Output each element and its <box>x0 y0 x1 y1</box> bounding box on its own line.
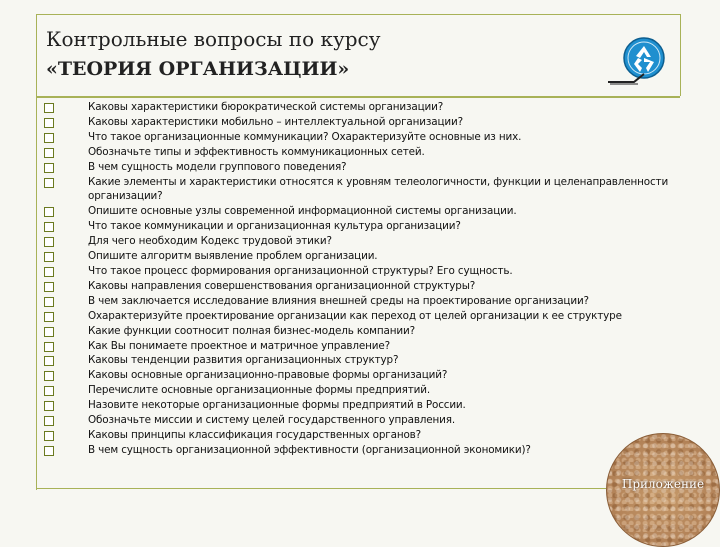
title-line-2: «ТЕОРИЯ ОРГАНИЗАЦИИ» <box>46 58 350 80</box>
checkbox-bullet-icon <box>44 416 54 426</box>
question-item <box>44 443 684 458</box>
checkbox-bullet-icon <box>44 118 54 128</box>
question-text: Опишите основные узлы современной информационной системы организации. <box>88 205 517 218</box>
question-item <box>44 294 684 309</box>
question-text: Перечислите основные организационные формы предприятий. <box>88 384 431 397</box>
question-item <box>44 264 684 279</box>
checkbox-bullet-icon <box>44 386 54 396</box>
checkbox-bullet-icon <box>44 297 54 307</box>
questions-list <box>44 100 684 458</box>
question-text: Каковы принципы классификация государственных органов? <box>88 428 422 441</box>
checkbox-bullet-icon <box>44 446 54 456</box>
checkbox-bullet-icon <box>44 237 54 247</box>
slide-title <box>46 24 381 84</box>
checkbox-bullet-icon <box>44 103 54 113</box>
question-item <box>44 353 684 368</box>
checkbox-bullet-icon <box>44 431 54 441</box>
question-item <box>44 249 684 264</box>
title-line-1: Контрольные вопросы по курсу <box>46 27 381 51</box>
checkbox-bullet-icon <box>44 282 54 292</box>
checkbox-bullet-icon <box>44 371 54 381</box>
question-item <box>44 339 684 354</box>
question-item <box>44 413 684 428</box>
question-item <box>44 398 684 413</box>
question-text: Каковы основные организационно-правовые формы организаций? <box>88 369 448 382</box>
question-text: В чем сущность организационной эффективности (организационной экономики)? <box>88 443 531 456</box>
question-item <box>44 100 684 115</box>
question-item <box>44 130 684 145</box>
frame-left-line <box>36 14 37 490</box>
question-text: Как Вы понимаете проектное и матричное управление? <box>88 339 390 352</box>
checkbox-bullet-icon <box>44 178 54 188</box>
question-text: Обозначьте миссии и систему целей государственного управления. <box>88 414 456 427</box>
checkbox-bullet-icon <box>44 327 54 337</box>
checkbox-bullet-icon <box>44 148 54 158</box>
checkbox-bullet-icon <box>44 312 54 322</box>
appendix-label: Приложение <box>621 477 705 491</box>
question-item <box>44 368 684 383</box>
question-item <box>44 324 684 339</box>
appendix-button[interactable] <box>606 433 720 547</box>
checkbox-bullet-icon <box>44 163 54 173</box>
question-item <box>44 309 684 324</box>
question-text: Опишите алгоритм выявление проблем организации. <box>88 250 378 263</box>
checkbox-bullet-icon <box>44 267 54 277</box>
checkbox-bullet-icon <box>44 222 54 232</box>
question-text: В чем заключается исследование влияния внешней среды на проектирование организации? <box>88 294 589 307</box>
question-item <box>44 145 684 160</box>
question-text: Что такое процесс формирования организационной структуры? Его сущность. <box>88 264 513 277</box>
frame-right-line <box>680 14 681 96</box>
title-divider <box>36 96 680 98</box>
question-text: Для чего необходим Кодекс трудовой этики? <box>88 235 332 248</box>
question-item <box>44 219 684 234</box>
question-text: В чем сущность модели группового поведения? <box>88 160 347 173</box>
question-text: Каковы тенденции развития организационных структур? <box>88 354 399 367</box>
question-text: Какие функции соотносит полная бизнес-модель компании? <box>88 324 415 337</box>
question-item <box>44 204 684 219</box>
checkbox-bullet-icon <box>44 401 54 411</box>
checkbox-bullet-icon <box>44 342 54 352</box>
question-item <box>44 160 684 175</box>
checkbox-bullet-icon <box>44 356 54 366</box>
question-text: Что такое организационные коммуникации? Охарактеризуйте основные из них. <box>88 130 522 143</box>
checkbox-bullet-icon <box>44 252 54 262</box>
question-text: Назовите некоторые организационные формы предприятий в России. <box>88 399 466 412</box>
frame-top-line <box>36 14 680 15</box>
question-item <box>44 175 684 205</box>
question-text: Каковы направления совершенствования организационной структуры? <box>88 279 476 292</box>
checkbox-bullet-icon <box>44 133 54 143</box>
checkbox-bullet-icon <box>44 207 54 217</box>
question-text: Что такое коммуникации и организационная культура организации? <box>88 220 461 233</box>
question-text: Обозначьте типы и эффективность коммуникационных сетей. <box>88 145 425 158</box>
question-text: Какие элементы и характеристики относятся к уровням телеологичности, функции и целенаправленности организации? <box>88 175 669 203</box>
question-item <box>44 234 684 249</box>
question-text: Каковы характеристики бюрократической системы организации? <box>88 101 444 113</box>
question-item <box>44 383 684 398</box>
bottom-divider <box>36 488 606 489</box>
question-item <box>44 428 684 443</box>
question-item <box>44 115 684 130</box>
question-text: Каковы характеристики мобильно – интеллектуальной организации? <box>88 115 463 128</box>
recycle-icon <box>604 34 668 88</box>
question-text: Охарактеризуйте проектирование организации как переход от целей организации к ее структуре <box>88 309 622 322</box>
question-item <box>44 279 684 294</box>
